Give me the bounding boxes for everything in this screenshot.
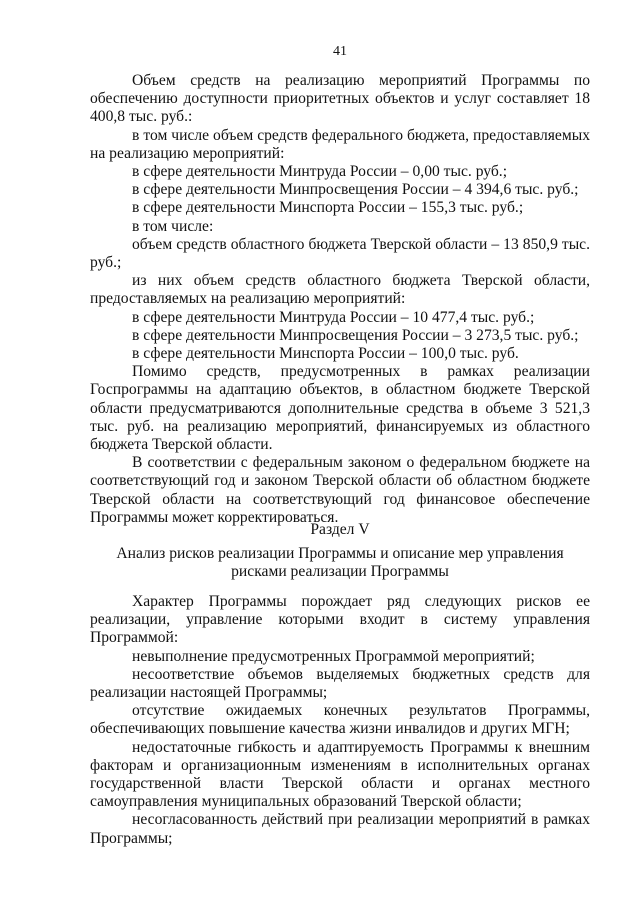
section-title-line-2: рисками реализации Программы bbox=[231, 563, 449, 580]
budget-correction-paragraph: В соответствии с федеральным законом о федеральном бюджете на соответствующий год и законом Тверской области об областном бюджете Тверской области на соответствующий год финансовое обеспечение Программы может корректироваться. bbox=[90, 454, 590, 526]
risk-item: несоответствие объемов выделяемых бюджетных средств для реализации настоящей Программы; bbox=[90, 665, 590, 702]
section-title-line-1: Анализ рисков реализации Программы и описание мер управления bbox=[116, 545, 564, 562]
page-number: 41 bbox=[333, 44, 347, 59]
risks-section bbox=[90, 593, 590, 848]
regional-budget-paragraph: объем средств областного бюджета Тверской области – 13 850,9 тыс. руб.; bbox=[90, 235, 590, 272]
federal-item-minsport: в сфере деятельности Минспорта России – 155,3 тыс. руб.; bbox=[132, 199, 524, 217]
funding-total-paragraph: Объем средств на реализацию мероприятий Программы по обеспечению доступности приоритетных объектов и услуг составляет 18 400,8 тыс. руб.: bbox=[90, 72, 590, 126]
regional-item-minsport: в сфере деятельности Минспорта России – 100,0 тыс. руб. bbox=[132, 345, 519, 363]
risk-item: отсутствие ожидаемых конечных результатов Программы, обеспечивающих повышение качества жизни инвалидов и других МГН; bbox=[90, 702, 590, 738]
federal-budget-paragraph: в том числе объем средств федерального бюджета, предоставляемых на реализацию мероприятий: bbox=[90, 126, 590, 162]
regional-item-minprosvescheniya: в сфере деятельности Минпросвещения России – 3 273,5 тыс. руб.; bbox=[132, 326, 579, 344]
risk-item: несогласованность действий при реализации мероприятий в рамках Программы; bbox=[90, 811, 590, 847]
federal-item-minprosvescheniya: в сфере деятельности Минпросвещения России – 4 394,6 тыс. руб.; bbox=[132, 181, 579, 199]
federal-item-mintrud: в сфере деятельности Минтруда России – 0,00 тыс. руб.; bbox=[132, 163, 508, 181]
additional-funds-paragraph: Помимо средств, предусмотренных в рамках реализации Госпрограммы на адаптацию объектов, в областном бюджете Тверской области предусматриваются дополнительные средства в объеме 3 521,3 тыс. руб. на реализацию мероприятий, финансируемых из областного бюджета Тверской области. bbox=[90, 363, 590, 454]
regional-item-mintrud: в сфере деятельности Минтруда России – 10 477,4 тыс. руб.; bbox=[132, 308, 535, 326]
risk-item: невыполнение предусмотренных Программой мероприятий; bbox=[132, 647, 535, 665]
funding-section bbox=[90, 72, 590, 527]
regional-budget-allocation-paragraph: из них объем средств областного бюджета Тверской области, предоставляемых на реализацию мероприятий: bbox=[90, 272, 590, 308]
risks-intro-paragraph: Характер Программы порождает ряд следующих рисков ее реализации, управление которыми входит в систему управления Программой: bbox=[90, 593, 590, 647]
risk-item: недостаточные гибкость и адаптируемость Программы к внешним факторам и организационным изменениям в исполнительных органах государственной власти Тверской области и органах местного самоуправления муниципальных образований Тверской области; bbox=[90, 738, 590, 811]
including-label: в том числе: bbox=[132, 217, 214, 235]
section-number: Раздел V bbox=[310, 521, 370, 538]
